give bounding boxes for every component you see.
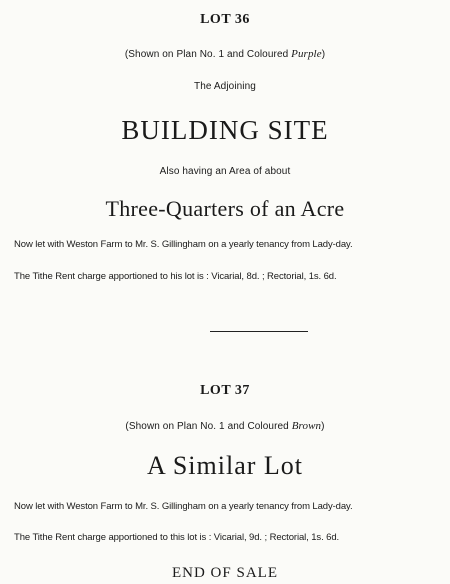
lot-37-plan-colour: Brown [291,420,322,432]
lot-36-title: BUILDING SITE [121,115,329,145]
end-of-sale: END OF SALE [171,565,278,581]
lot-37-tenancy: Now let with Weston Farm to Mr. S. Gillingham on a yearly tenancy from Lady-day. [14,501,353,512]
lot-36-plan-suffix: ) [321,49,326,60]
lot-37-tithe: The Tithe Rent charge apportioned to this lot is : Vicarial, 9d. ; Rectorial, 1s. 6d. [14,532,340,543]
lot-37-heading: LOT 37 [200,383,250,398]
lot-37-plan-suffix: ) [321,421,325,432]
lot-36-tithe: The Tithe Rent charge apportioned to his lot is : Vicarial, 8d. ; Rectorial, 1s. 6d. [14,271,337,282]
lot-36-tenancy: Now let with Weston Farm to Mr. S. Gillingham on a yearly tenancy from Lady-day. [14,239,353,250]
lot-36-heading: LOT 36 [200,12,250,27]
lot-36-area-intro: Also having an Area of about [159,166,291,177]
lot-36-adjoining: The Adjoining [194,81,256,92]
lot-36-plan-colour: Purple [291,48,322,60]
lot-36-plan-note [0,48,450,60]
lot-36-plan-prefix: (Shown on Plan No. 1 and Coloured [124,49,292,60]
section-divider [210,331,308,332]
lot-37-plan-note [0,420,450,432]
lot-36-area: Three-Quarters of an Acre [105,196,345,221]
lot-37-title: A Similar Lot [147,451,303,480]
lot-37-plan-prefix: (Shown on Plan No. 1 and Coloured [125,421,292,432]
